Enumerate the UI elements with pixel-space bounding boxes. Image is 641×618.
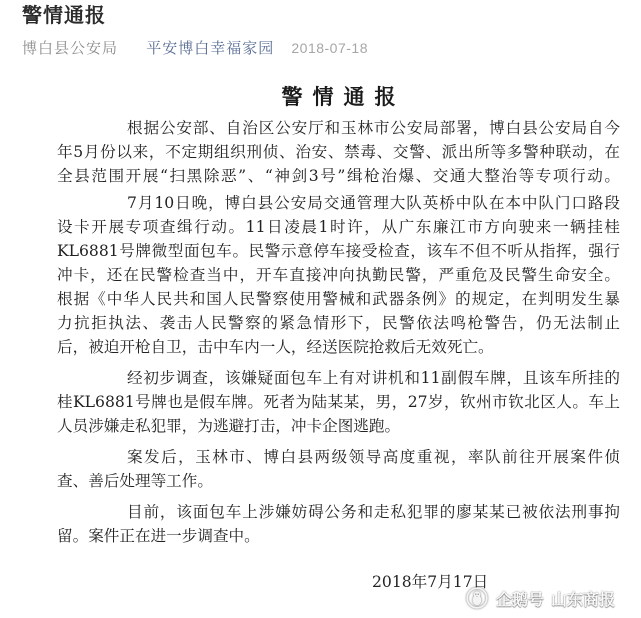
notice-paragraph: [57, 445, 620, 493]
notice-line: 设卡开展专项查缉行动。11日凌晨1时许，从广东廉江市方向驶来一辆挂桂: [57, 218, 620, 236]
notice-paragraph: [57, 116, 620, 188]
notice-line: 全县范围开展“扫黑除恶”、“神剑3号”缉枪治爆、交通大整治等专项行动。: [57, 167, 620, 185]
article-meta: [22, 38, 368, 58]
notice-line: 留。案件正在进一步调查中。: [57, 527, 260, 545]
account-name-link[interactable]: 平安博白幸福家园: [146, 40, 275, 57]
notice-line: 案发后，玉林市、博白县两级领导高度重视，率队前往开展案件侦: [127, 448, 620, 466]
notice-line: 经初步调查，该嫌疑面包车上有对讲机和11副假车牌，且该车所挂的: [127, 369, 620, 387]
notice-line: 查、善后处理等工作。: [57, 472, 213, 490]
notice-line: 桂KL6881号牌也是假车牌。死者为陆某某，男，27岁，钦州市钦北区人。车上: [57, 393, 620, 411]
article-title: 警情通报: [22, 5, 106, 27]
signature-date: 2018年7月17日: [372, 573, 489, 591]
publish-date: 2018-07-18: [291, 40, 368, 56]
notice-line: 根据公安部、自治区公安厅和玉林市公安局部署，博白县公安局自今: [127, 119, 620, 137]
notice-heading: 警情通报: [281, 84, 406, 109]
notice-paragraph: [57, 366, 620, 438]
notice-paragraph: [57, 191, 620, 359]
source-watermark: [466, 586, 615, 610]
notice-line: 7月10日晚，博白县公安局交通管理大队英桥中队在本中队门口路段: [127, 194, 620, 212]
notice-paragraph: [57, 500, 620, 548]
notice-line: 年5月份以来，不定期组织刑侦、治安、禁毒、交警、派出所等多警种联动，在: [57, 143, 620, 161]
notice-document: [0, 70, 641, 618]
notice-line: 根据《中华人民共和国人民警察使用警械和武器条例》的规定，在判明发生暴: [57, 290, 620, 308]
notice-line: 后，被迫开枪自卫，击中车内一人，经送医院抢救后无效死亡。: [57, 338, 494, 356]
notice-line: 冲卡，还在民警检查当中，开车直接冲向执勤民警，严重危及民警生命安全。: [57, 266, 620, 284]
author-name: 博白县公安局: [22, 40, 119, 57]
notice-line: 人员涉嫌走私犯罪，为逃避打击，冲卡企图逃跑。: [57, 417, 401, 435]
watermark-account: 山东商报: [551, 589, 616, 609]
watermark-brand: 企鹅号: [496, 589, 545, 609]
notice-body: [57, 116, 620, 555]
notice-line: KL6881号牌微型面包车。民警示意停车接受检查，该车不但不听从指挥，强行: [57, 242, 620, 260]
penguin-icon: [466, 587, 488, 609]
notice-line: 目前，该面包车上涉嫌妨碍公务和走私犯罪的廖某某已被依法刑事拘: [127, 503, 620, 521]
notice-line: 力抗拒执法、袭击人民警察的紧急情形下，民警依法鸣枪警告，仍无法制止: [57, 314, 620, 332]
